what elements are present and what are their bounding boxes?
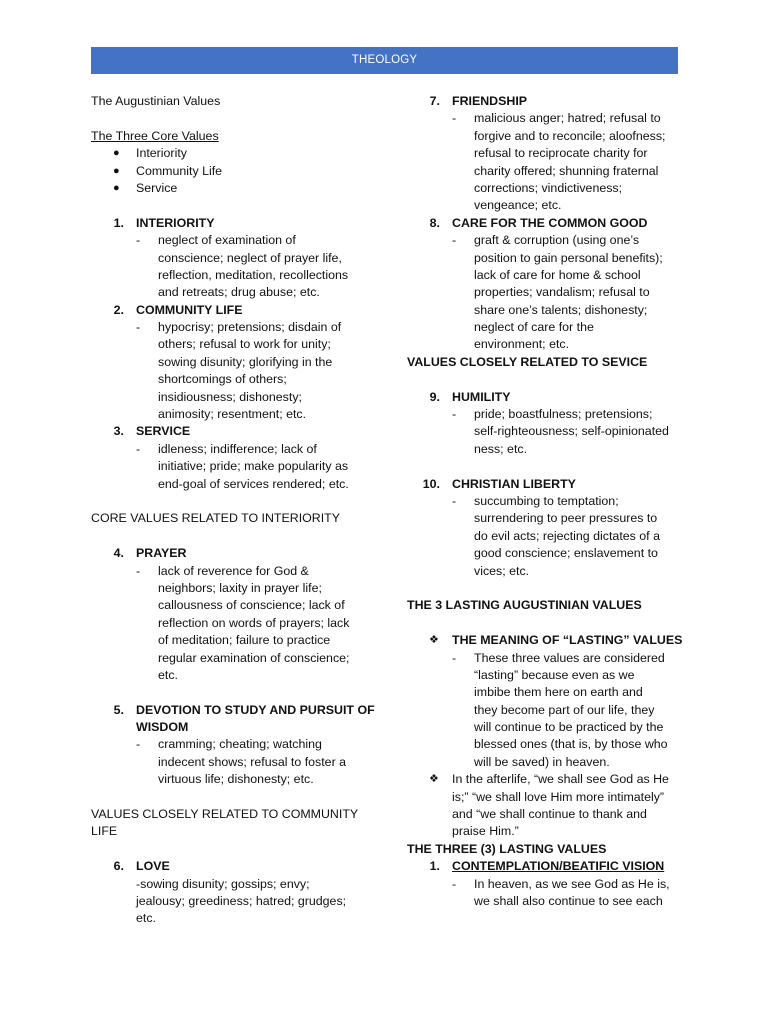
value-item-description: - In heaven, as we see God as He is, we shall also continue to see each [452, 876, 670, 908]
value-item-description: - idleness; indifference; lack of initiative; pride; make popularity as end-goal of services rendered; etc. [136, 441, 349, 491]
value-item-title: 2. COMMUNITY LIFE [113, 302, 243, 317]
value-item-title: 8. CARE FOR THE COMMON GOOD [429, 215, 648, 230]
value-item-description: - cramming; cheating; watching indecent shows; refusal to foster a virtuous life; dishonesty; etc. [136, 737, 347, 787]
bullet-icon: ● [113, 181, 120, 194]
value-item-description: - neglect of examination of conscience; neglect of prayer life, reflection, meditation, recollections and retreats; drug abuse; etc. [136, 233, 349, 300]
document-title: The Augustinian Values [91, 94, 221, 108]
value-item-description: - hypocrisy; pretensions; disdain of others; refusal to work for unity; sowing disunity; glorifying in the shortcomings of others; insidiousness; dishonesty; animosity; resentment; etc. [136, 320, 342, 422]
value-item-title: 1. INTERIORITY [113, 215, 215, 230]
list-item: ❖ In the afterlife, “we shall see God as He is;” “we shall love Him more intimately” and “we shall continue to thank and praise Him.” [429, 772, 669, 839]
section-heading: CORE VALUES RELATED TO INTERIORITY [91, 511, 341, 526]
list-item: ● Service [91, 180, 371, 197]
section-heading: THE 3 LASTING AUGUSTINIAN VALUES [407, 598, 642, 613]
diamond-bullet-icon: ❖ [429, 773, 439, 786]
meaning-description: - These three values are considered “lasting” because even as we imbibe them here on earth and they become part of our life, they will continue to be practiced by the blessed ones (that is, by those who will be saved) in heaven. [452, 650, 668, 769]
value-item-title-continued: WISDOM [136, 720, 189, 735]
header-title: THEOLOGY [351, 54, 418, 66]
list-item: ● Interiority [91, 145, 371, 162]
left-column [91, 93, 375, 928]
section-heading-continued: LIFE [91, 824, 118, 839]
value-item-title: 6. LOVE [113, 859, 170, 874]
list-item: ● Community Life [91, 163, 371, 180]
right-column [407, 93, 687, 910]
value-item-description: - pride; boastfulness; pretensions; self-righteousness; self-opinionated ness; etc. [452, 407, 669, 456]
value-item-title: 4. PRAYER [113, 546, 187, 561]
value-item-title: 5. DEVOTION TO STUDY AND PURSUIT OF [113, 702, 375, 717]
value-item-description: - lack of reverence for God & neighbors; laxity in prayer life; callousness of conscience; lack of reflection on words of prayers; lack of meditation; failure to practice regular examination of conscience; etc. [136, 563, 350, 682]
section-heading: VALUES CLOSELY RELATED TO COMMUNITY [91, 807, 359, 822]
list-item: ❖ THE MEANING OF “LASTING” VALUES [407, 632, 687, 649]
value-item-title: 9. HUMILITY [429, 389, 511, 404]
section-heading: VALUES CLOSELY RELATED TO SEVICE [407, 354, 648, 369]
page-header [91, 47, 678, 74]
bullet-icon: ● [113, 147, 120, 160]
value-item-title: 3. SERVICE [113, 424, 191, 439]
value-item-description: -sowing disunity; gossips; envy; jealousy; greediness; hatred; grudges; etc. [136, 876, 347, 926]
value-item-title: 10. CHRISTIAN LIBERTY [422, 476, 576, 491]
bullet-icon: ● [113, 164, 120, 177]
section-heading: THE THREE (3) LASTING VALUES [407, 841, 607, 856]
value-item-description: - graft & corruption (using one’s position to gain personal benefits); lack of care for home & school properties; vandalism; refusal to share one’s talents; dishonesty; neglect of care for the environment; etc. [452, 233, 663, 352]
value-item-description: - malicious anger; hatred; refusal to forgive and to reconcile; aloofness; refusal to reciprocate charity for charity offered; shunning fraternal corrections; vindictiveness; vengeance; etc. [452, 111, 666, 213]
value-item-title: 7. FRIENDSHIP [429, 94, 528, 108]
diamond-bullet-icon: ❖ [429, 634, 439, 647]
value-item-description: - succumbing to temptation; surrendering to peer pressures to do evil acts; rejecting dictates of a good conscience; enslavement to vices; etc. [452, 493, 660, 578]
core-values-heading: The Three Core Values [91, 128, 219, 143]
value-item-title: 1. CONTEMPLATION/BEATIFIC VISION [429, 859, 665, 874]
